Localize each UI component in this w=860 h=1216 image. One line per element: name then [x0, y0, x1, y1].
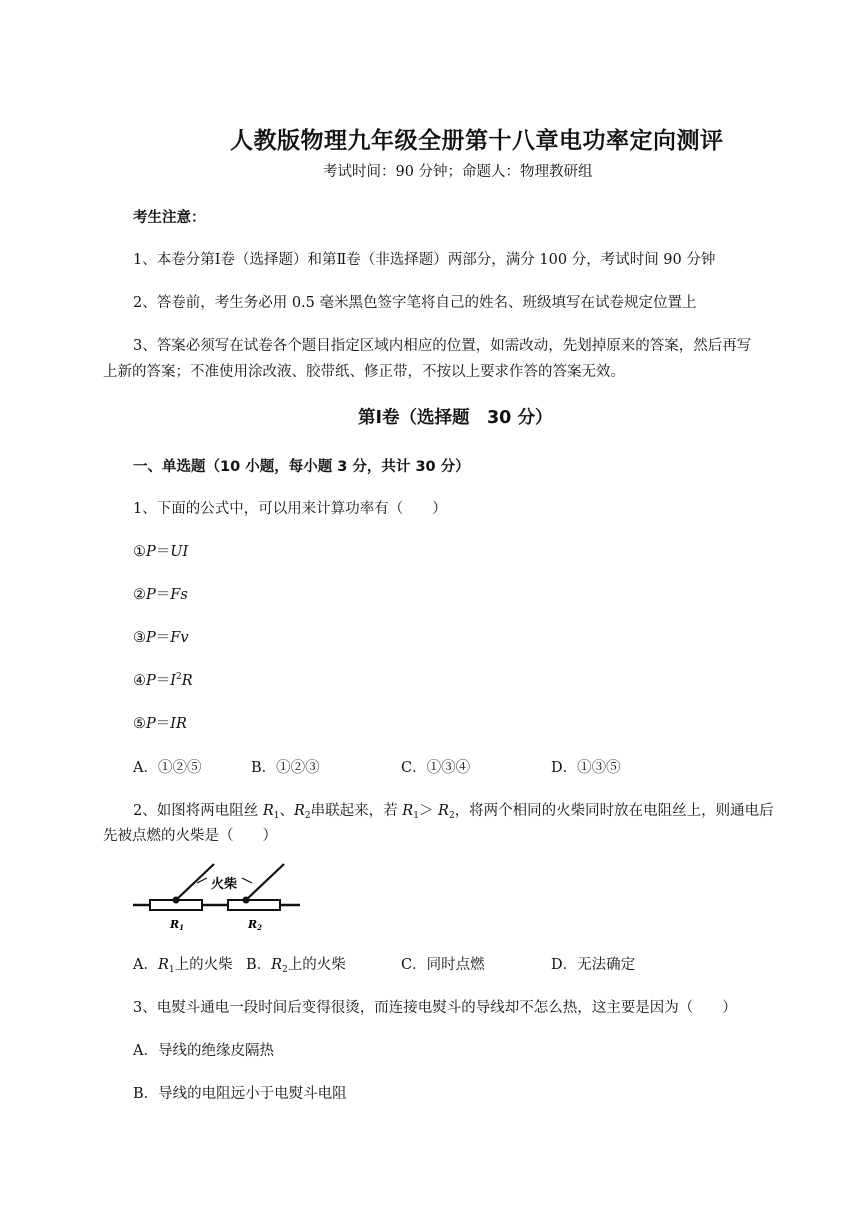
match-label: 火柴 — [210, 877, 238, 892]
q2-option-c: C．同时点燃 — [401, 957, 485, 973]
question-2-stem-cont: 先被点燃的火柴是（ ） — [103, 828, 277, 844]
notice-item-1: 1、本卷分第Ⅰ卷（选择题）和第Ⅱ卷（非选择题）两部分，满分 100 分，考试时间 90 分钟 — [133, 252, 716, 268]
circuit-figure — [130, 858, 305, 938]
match-head-2 — [243, 897, 250, 904]
notice-heading: 考生注意： — [133, 210, 206, 226]
match-1 — [176, 864, 214, 900]
page-title: 人教版物理九年级全册第十八章电功率定向测评 — [230, 128, 724, 154]
formula-4: $④P=I^2R$ — [133, 672, 193, 689]
question-1-stem: 1、下面的公式中，可以用来计算功率有（ ） — [133, 501, 447, 517]
notice-item-3-cont: 上新的答案；不准使用涂改液、胶带纸、修正带，不按以上要求作答的答案无效。 — [103, 364, 625, 380]
formula-2: ②P＝Fs — [133, 587, 188, 603]
match-head-1 — [173, 897, 180, 904]
formula-1: ①P＝UI — [133, 544, 189, 560]
part-heading: 一、单选题（10 小题，每小题 3 分，共计 30 分） — [133, 459, 470, 475]
notice-item-2: 2、答卷前，考生务必用 0.5 毫米黑色签字笔将自己的姓名、班级填写在试卷规定位置上 — [133, 295, 697, 311]
notice-item-3: 3、答案必须写在试卷各个题目指定区域内相应的位置，如需改动，先划掉原来的答案，然后再写 — [133, 338, 752, 354]
exam-info: 考试时间：90 分钟；命题人：物理教研组 — [323, 164, 593, 180]
q1-option-a: A．①②⑤ — [133, 760, 202, 776]
q2-option-b: B．$R_2$上的火柴 — [246, 957, 346, 975]
q3-option-a: A．导线的绝缘皮隔热 — [133, 1043, 274, 1059]
resistor-r2 — [228, 900, 280, 910]
label-leader-right — [242, 878, 252, 883]
q2-option-a: A．$R_1$上的火柴 — [133, 957, 233, 975]
question-3-stem: 3、电熨斗通电一段时间后变得很烫，而连接电熨斗的导线却不怎么热，这主要是因为（ ） — [133, 1000, 737, 1016]
q2-option-d: D．无法确定 — [551, 957, 636, 973]
formula-3: ③P＝Fv — [133, 630, 189, 646]
q1-option-b: B．①②③ — [251, 760, 320, 776]
q1-option-d: D．①③⑤ — [551, 760, 621, 776]
section-title: 第Ⅰ卷（选择题 30 分） — [358, 408, 553, 428]
match-2 — [246, 864, 284, 900]
question-2-stem: 2、如图将两电阻丝 $R_1$、$R_2$串联起来，若 $R_1> R_2$，将两个相同的火柴同时放在电阻丝上，则通电后 — [133, 803, 774, 821]
q3-option-b: B．导线的电阻远小于电熨斗电阻 — [133, 1086, 347, 1102]
formula-5: ⑤P＝IR — [133, 716, 187, 732]
r1-label: R1 — [170, 918, 185, 932]
q1-option-c: C．①③④ — [401, 760, 471, 776]
r2-label: R2 — [248, 918, 263, 932]
